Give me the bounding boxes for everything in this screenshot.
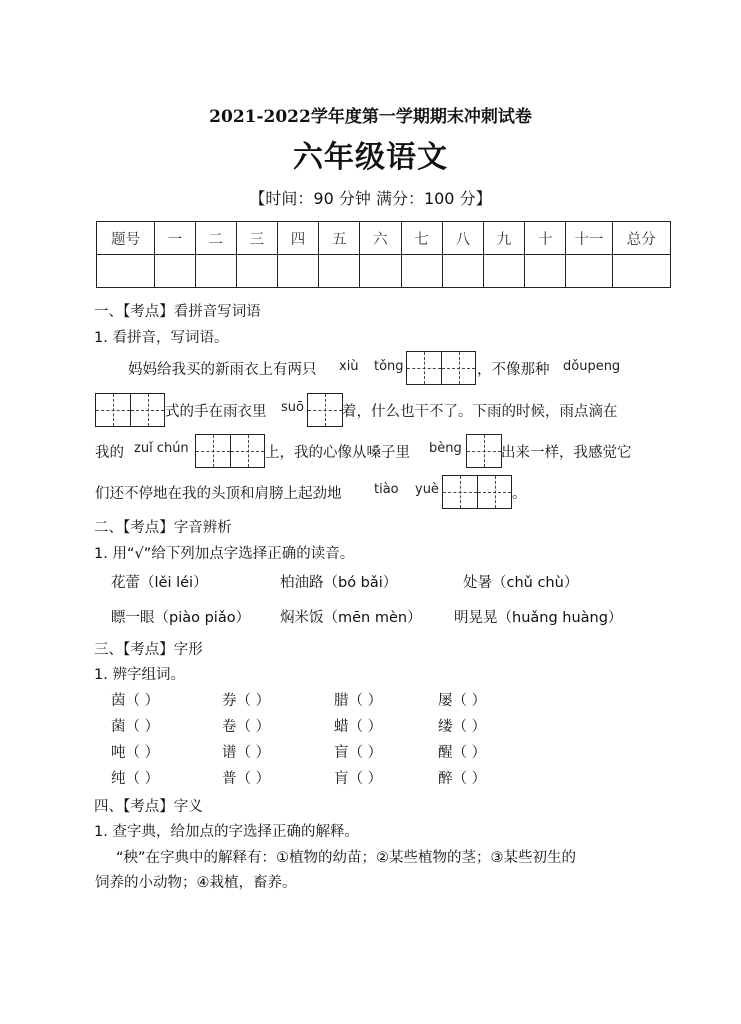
score-cell[interactable] (360, 255, 401, 288)
score-header-cell: 十一 (566, 222, 612, 255)
score-header-cell: 五 (319, 222, 360, 255)
exam-title: 2021-2022学年度第一学期期末冲刺试卷 (209, 107, 532, 127)
score-cell[interactable] (195, 255, 236, 288)
word-group-item[interactable]: 吨（ ） (111, 745, 160, 761)
definition-paragraph-line1: “秧”在字典中的解释有：①植物的幼苗；②某些植物的茎；③某些初生的 (116, 850, 577, 866)
score-cell[interactable] (97, 255, 155, 288)
score-cell[interactable] (525, 255, 566, 288)
score-cell[interactable] (566, 255, 612, 288)
score-header-cell: 九 (483, 222, 524, 255)
pronunciation-item[interactable]: 处暑（chǔ chù） (463, 575, 579, 591)
word-group-item[interactable]: 肓（ ） (334, 771, 383, 787)
word-group-item[interactable]: 普（ ） (222, 771, 271, 787)
pinyin-yue: yuè (415, 482, 439, 497)
char-cell[interactable] (441, 352, 475, 384)
char-cell[interactable] (407, 352, 441, 384)
score-table (96, 221, 671, 288)
char-cell[interactable] (96, 394, 130, 426)
score-header-cell: 二 (195, 222, 236, 255)
score-header-cell: 一 (155, 222, 195, 255)
pinyin-tong: tǒng (374, 359, 404, 374)
exam-subtitle: 六年级语文 (293, 140, 448, 175)
score-header-cell: 八 (442, 222, 483, 255)
answer-box-beng[interactable] (466, 434, 502, 468)
s1-line3-text-c: 出来一样，我感觉它 (501, 445, 632, 461)
score-cell[interactable] (401, 255, 442, 288)
word-group-item[interactable]: 蜡（ ） (334, 719, 383, 735)
pronunciation-item[interactable]: 柏油路（bó bǎi） (280, 575, 398, 591)
score-header-cell: 十 (525, 222, 566, 255)
score-cell[interactable] (277, 255, 318, 288)
pinyin-suo: suō (281, 400, 304, 415)
word-group-item[interactable]: 屡（ ） (438, 693, 487, 709)
score-header-cell: 六 (360, 222, 401, 255)
pinyin-zuichun: zuǐ chún (134, 441, 189, 456)
answer-box-xiutong[interactable] (406, 351, 476, 385)
score-cell[interactable] (155, 255, 195, 288)
word-group-item[interactable]: 醉（ ） (438, 771, 487, 787)
score-table-header-row (97, 222, 671, 255)
score-header-cell: 七 (401, 222, 442, 255)
pinyin-beng: bèng (429, 441, 462, 456)
score-cell[interactable] (483, 255, 524, 288)
section1-heading: 一、【考点】看拼音写词语 (94, 304, 261, 320)
s1-line3-text-a: 我的 (95, 445, 124, 461)
pinyin-tiao: tiào (374, 482, 399, 497)
word-group-item[interactable]: 缕（ ） (438, 719, 487, 735)
score-cell[interactable] (236, 255, 277, 288)
section2-heading: 二、【考点】字音辨析 (94, 520, 232, 536)
s1-line1-text-b: ，不像那种 (477, 362, 550, 378)
score-header-cell: 三 (236, 222, 277, 255)
score-cell[interactable] (612, 255, 670, 288)
word-group-item[interactable]: 菌（ ） (111, 719, 160, 735)
definition-paragraph-line2: 饲养的小动物；④栽植，畜养。 (95, 875, 297, 891)
s1-line2-text-b: 着，什么也干不了。下雨的时候，雨点滴在 (342, 404, 618, 420)
word-group-item[interactable]: 盲（ ） (334, 745, 383, 761)
score-table-blank-row (97, 255, 671, 288)
char-cell[interactable] (196, 435, 230, 467)
s1-line2-text-a: 式的手在雨衣里 (165, 404, 267, 420)
pronunciation-item[interactable]: 花蕾（lěi léi） (111, 575, 208, 591)
word-group-item[interactable]: 纯（ ） (111, 771, 160, 787)
word-group-item[interactable]: 谱（ ） (222, 745, 271, 761)
word-group-item[interactable]: 券（ ） (222, 693, 271, 709)
char-cell[interactable] (130, 394, 164, 426)
word-group-item[interactable]: 醒（ ） (438, 745, 487, 761)
section3-question: 1. 辨字组词。 (94, 667, 185, 683)
s1-line3-text-b: 上，我的心像从嗓子里 (265, 445, 410, 461)
time-info: 【时间：90 分钟 满分：100 分】 (249, 189, 492, 208)
section4-question: 1. 查字典，给加点的字选择正确的解释。 (94, 824, 359, 840)
s1-line4-text-b: 。 (512, 486, 527, 502)
pronunciation-item[interactable]: 明晃晃（huǎng huàng） (454, 610, 623, 626)
s1-line4-text-a: 们还不停地在我的头顶和肩膀上起劲地 (95, 486, 342, 502)
answer-box-suo[interactable] (307, 393, 343, 427)
score-cell[interactable] (442, 255, 483, 288)
section4-heading: 四、【考点】字义 (94, 799, 203, 815)
char-cell[interactable] (230, 435, 264, 467)
pronunciation-item[interactable]: 瞟一眼（piào piǎo） (111, 610, 251, 626)
char-cell[interactable] (477, 476, 511, 508)
pinyin-doupeng: dǒupeng (563, 359, 621, 374)
section1-question: 1. 看拼音，写词语。 (94, 330, 229, 346)
section3-heading: 三、【考点】字形 (94, 642, 203, 658)
s1-line1-text-a: 妈妈给我买的新雨衣上有两只 (128, 362, 317, 378)
score-header-cell: 总分 (612, 222, 670, 255)
word-group-item[interactable]: 腊（ ） (334, 693, 383, 709)
score-header-cell: 题号 (97, 222, 155, 255)
answer-box-doupeng[interactable] (95, 393, 165, 427)
answer-box-tiaoyue[interactable] (442, 475, 512, 509)
char-cell[interactable] (308, 394, 342, 426)
pronunciation-item[interactable]: 焖米饭（mēn mèn） (280, 610, 422, 626)
pinyin-xiu: xiù (339, 359, 359, 374)
answer-box-zuichun[interactable] (195, 434, 265, 468)
char-cell[interactable] (443, 476, 477, 508)
score-header-cell: 四 (277, 222, 318, 255)
word-group-item[interactable]: 茵（ ） (111, 693, 160, 709)
char-cell[interactable] (467, 435, 501, 467)
word-group-item[interactable]: 卷（ ） (222, 719, 271, 735)
score-cell[interactable] (319, 255, 360, 288)
section2-question: 1. 用“√”给下列加点字选择正确的读音。 (94, 546, 355, 562)
